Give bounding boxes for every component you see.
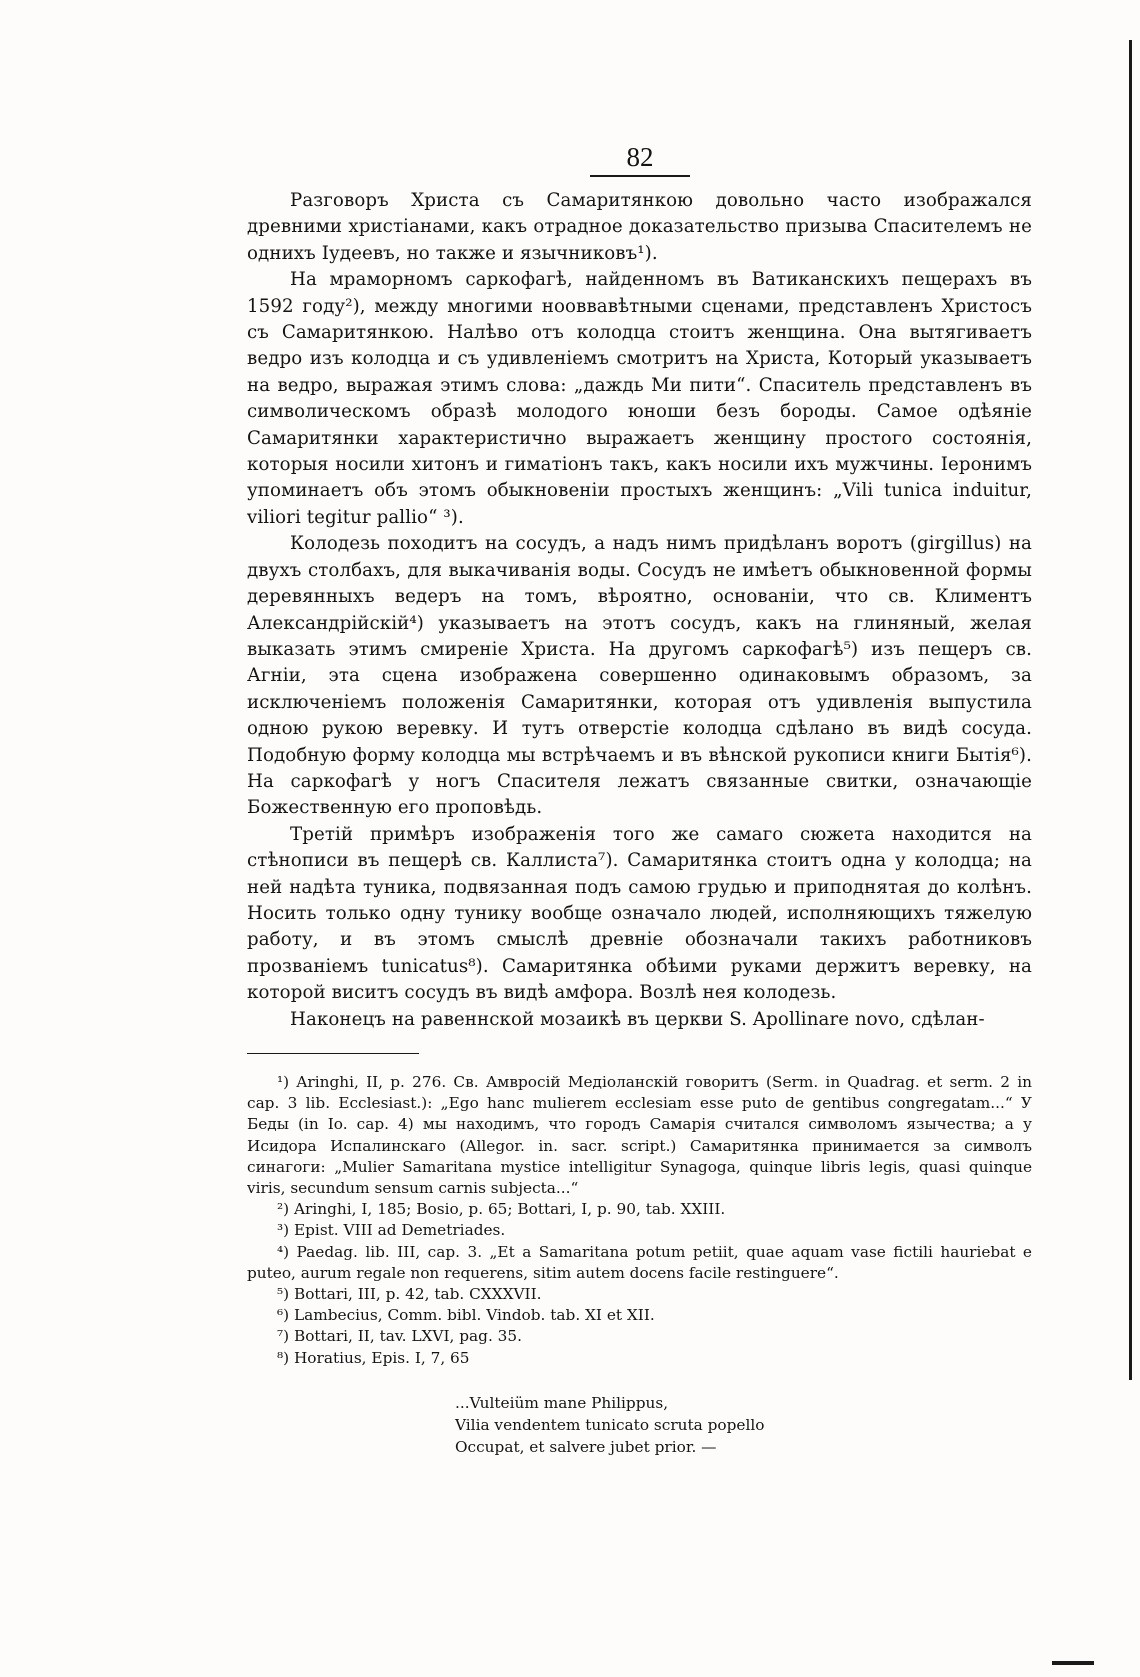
footnote: ⁴) Paedag. lib. III, cap. 3. „Et a Samaritana potum petiit, quae aquam vase fictili hauriebat e puteo, aurum regale non requerens, sitim autem docens facile restinguere“. <box>247 1242 1032 1282</box>
scan-corner-mark <box>1052 1661 1094 1665</box>
quote-line: Occupat, et salvere jubet prior. — <box>455 1438 717 1456</box>
page-number: 82 <box>626 142 654 172</box>
quote-line: Vilia vendentem tunicato scruta popello <box>455 1416 765 1434</box>
footnote: ⁵) Bottari, III, p. 42, tab. CXXXVII. <box>277 1285 542 1304</box>
footnote-rule <box>247 1053 419 1054</box>
footnote: ⁶) Lambecius, Comm. bibl. Vindob. tab. XI et XII. <box>277 1306 655 1325</box>
paragraph: Колодезь походитъ на сосудъ, а надъ нимъ придѣланъ воротъ (girgillus) на двухъ столбахъ, для выкачиванія воды. Сосудъ не имѣетъ обыкновенной формы деревянныхъ ведеръ на томъ, вѣроятно, основаніи, что св. Климентъ Александрійскій⁴) указываетъ на этотъ сосудъ, какъ на глиняный, желая выказать этимъ смиреніе Христа. На другомъ саркофагѣ⁵) изъ пещеръ св. Агніи, эта сцена изображена совершенно одинаковымъ образомъ, за исключеніемъ положенія Самаритянки, которая отъ удивленія выпустила одною рукою веревку. И тутъ отверстіе колодца сдѣлано въ видѣ сосуда. Подобную форму колодца мы встрѣчаемъ и въ вѣнской рукописи книги Бытія⁶). На саркофагѣ у ногъ Спасителя лежатъ связанные свитки, означающіе Божественную его проповѣдь. <box>247 533 1032 819</box>
footnote: ⁸) Horatius, Epis. I, 7, 65 <box>277 1348 470 1367</box>
footnote: ³) Epist. VIII ad Demetriades. <box>277 1221 506 1240</box>
scan-edge-line <box>1129 40 1132 1380</box>
footnote: ²) Aringhi, I, 185; Bosio, p. 65; Bottari, I, p. 90, tab. XXIII. <box>277 1200 726 1219</box>
header-rule <box>590 175 690 177</box>
horace-quote <box>455 1392 1015 1458</box>
footnotes <box>247 1072 1032 1369</box>
paragraph: Разговоръ Христа съ Самаритянкою довольно часто изображался древними христіанами, какъ отрадное доказательство призыва Спасителемъ не однихъ Іудеевъ, но также и язычниковъ¹). <box>247 190 1032 264</box>
footnote: ⁷) Bottari, II, tav. LXVI, pag. 35. <box>277 1327 523 1346</box>
paragraph: Наконецъ на равеннской мозаикѣ въ церкви S. Apollinare novo, сдѣлан- <box>290 1008 985 1030</box>
main-text <box>247 188 1032 1033</box>
quote-line: ...Vulteiüm mane Philippus, <box>455 1394 669 1412</box>
footnote: ¹) Aringhi, II, p. 276. Св. Амвросій Медіоланскій говоритъ (Serm. in Quadrag. et serm. 2 in cap. 3 lib. Ecclesiast.): „Ego hanc mulierem ecclesiam esse puto de gentibus congregatam...“ У Беды (in Io. cap. 4) мы находимъ, что городъ Самарія считался символомъ язычества; а у Исидора Испалинскаго (Allegor. in. sacr. script.) Самаритянка принимается за символъ синагоги: „Mulier Samaritana mystice intelligitur Synagoga, quinque libris legis, quasi quinque viris, secundum sensum carnis subjecta...“ <box>247 1073 1032 1198</box>
paragraph: На мраморномъ саркофагѣ, найденномъ въ Ватиканскихъ пещерахъ въ 1592 году²), между многими нооввавѣтными сценами, представленъ Христосъ съ Самаритянкою. Налѣво отъ колодца стоитъ женщина. Она вытягиваетъ ведро изъ колодца и съ удивленіемъ смотритъ на Христа, Который указываетъ на ведро, выражая этимъ слова: „даждь Ми пити“. Спаситель представленъ въ символическомъ образѣ молодого юноши безъ бороды. Самое одѣяніе Самаритянки характеристично выражаетъ женщину простого состоянія, которыя носили хитонъ и гиматіонъ такъ, какъ носили ихъ мужчины. Іеронимъ упоминаетъ объ этомъ обыкновеніи простыхъ женщинъ: „Vili tunica induitur, viliori tegitur pallio“ ³). <box>247 269 1032 528</box>
paragraph: Третій примѣръ изображенія того же самаго сюжета находится на стѣнописи въ пещерѣ св. Каллиста⁷). Самаритянка стоитъ одна у колодца; на ней надѣта туника, подвязанная подъ самою грудью и приподнятая до колѣнъ. Носить только одну тунику вообще означало людей, исполняющихъ тяжелую работу, и въ этомъ смыслѣ древніе обозначали такихъ работниковъ прозваніемъ tunicatus⁸). Самаритянка обѣими руками держитъ веревку, на которой виситъ сосудъ въ видѣ амфора. Возлѣ нея колодезь. <box>247 823 1032 1004</box>
